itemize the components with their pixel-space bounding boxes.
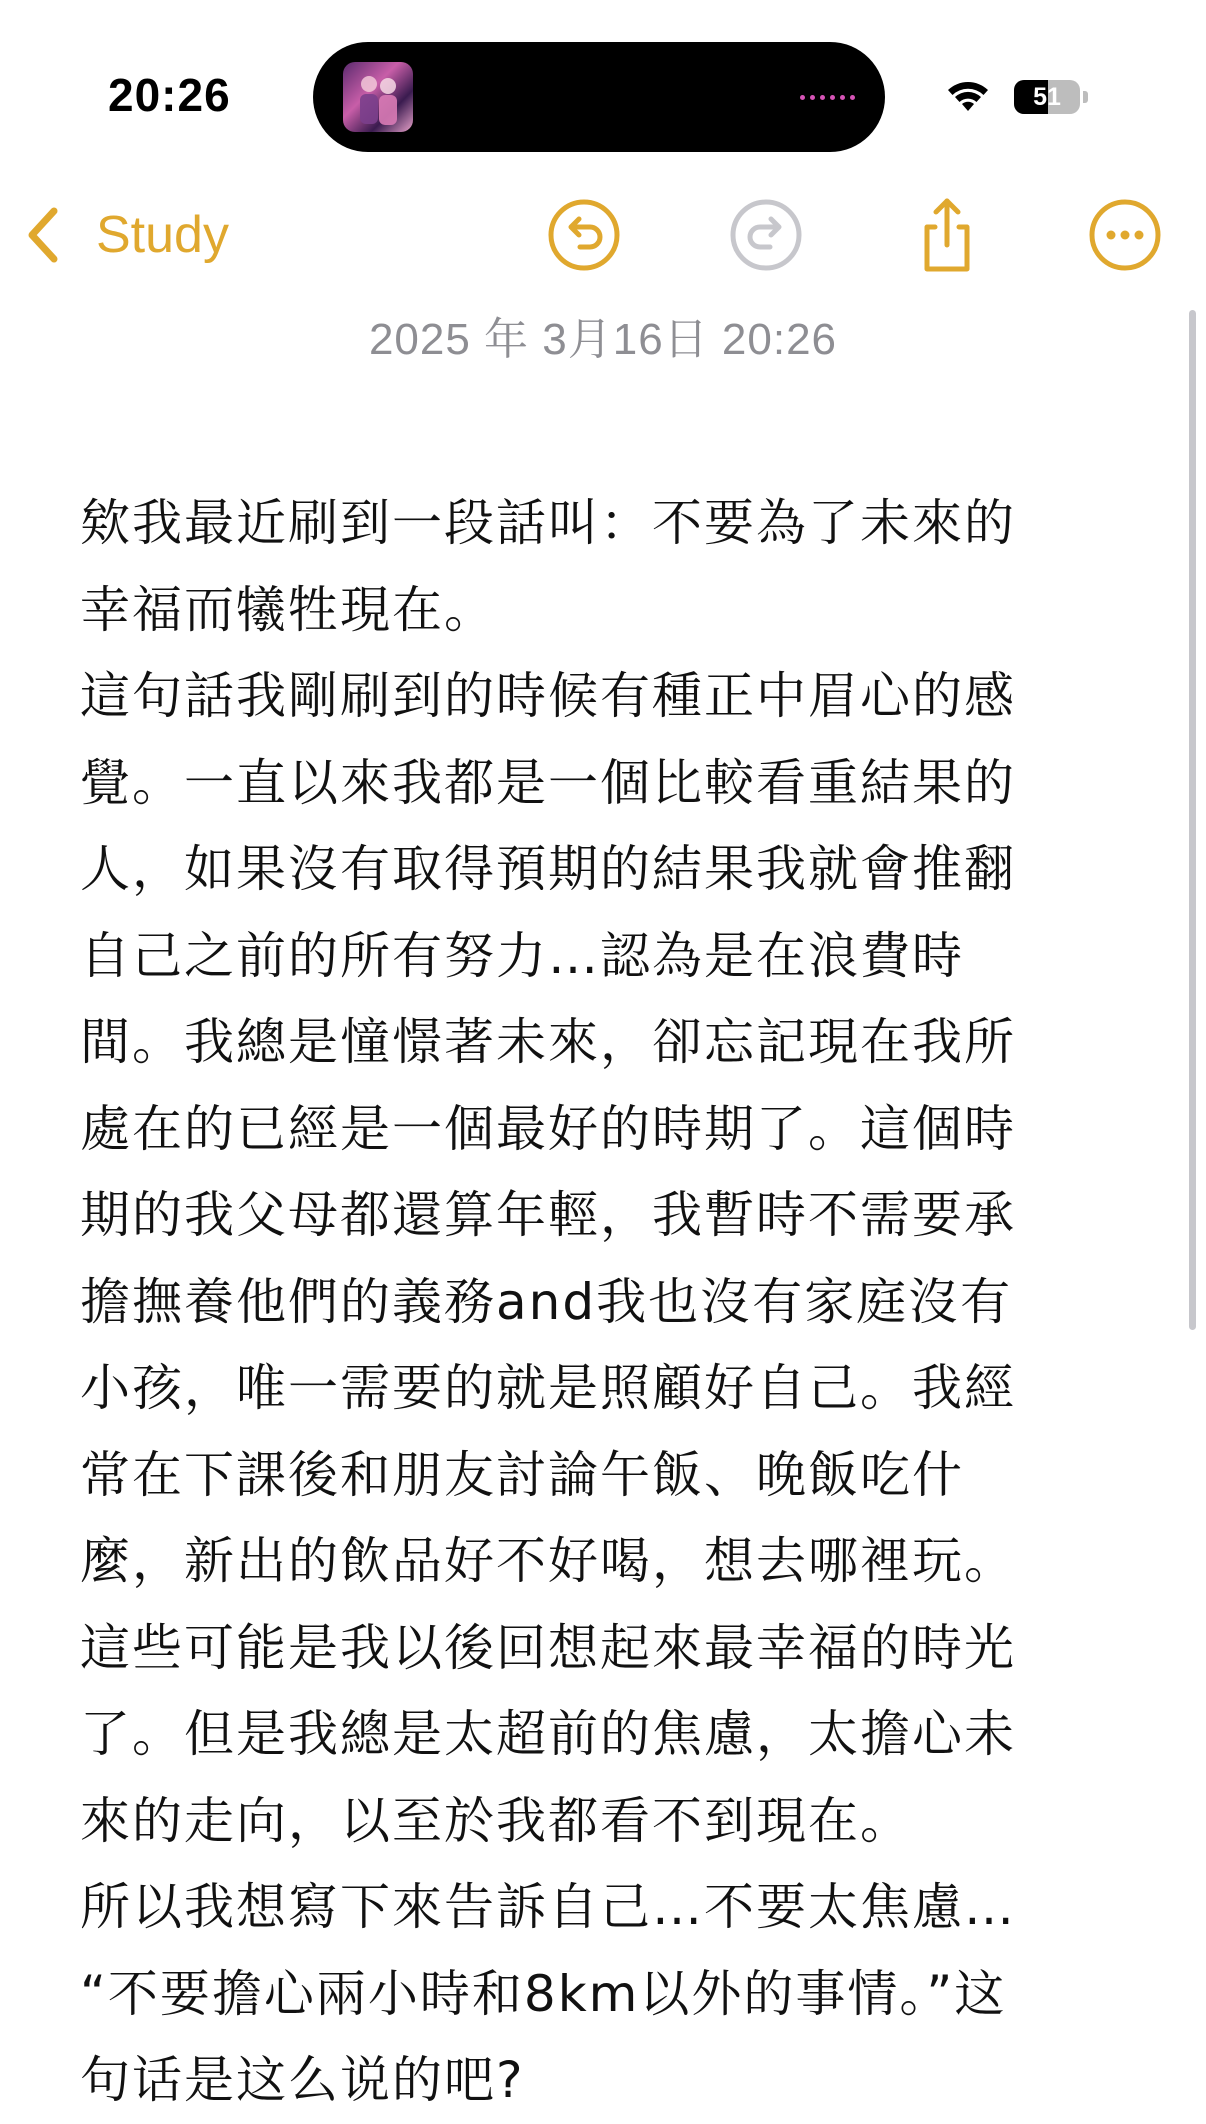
battery-level: 51 bbox=[1033, 83, 1061, 111]
redo-icon bbox=[728, 197, 804, 273]
share-icon bbox=[909, 197, 985, 273]
status-bar bbox=[0, 0, 1206, 170]
back-label: Study bbox=[96, 206, 229, 264]
note-line: 處在的已經是一個最好的時期了。這個時 bbox=[80, 1099, 1016, 1158]
note-line: 擔撫養他們的義務and我也沒有家庭沒有 bbox=[80, 1272, 1013, 1331]
note-line: 覺。一直以來我都是一個比較看重結果的 bbox=[80, 753, 1016, 812]
note-line: “不要擔心兩小時和8km以外的事情。”这 bbox=[80, 1964, 1007, 2023]
note-line: 自己之前的所有努力…認為是在浪費時 bbox=[80, 926, 964, 985]
wifi-icon bbox=[945, 78, 991, 114]
note-line: 了。但是我總是太超前的焦慮，太擔心未 bbox=[80, 1705, 1016, 1763]
now-playing-artwork[interactable] bbox=[343, 62, 413, 132]
note-line: 這些可能是我以後回想起來最幸福的時光 bbox=[80, 1618, 1016, 1677]
undo-button[interactable] bbox=[546, 197, 622, 273]
audio-waveform-icon bbox=[800, 84, 855, 110]
battery-cap bbox=[1083, 91, 1088, 103]
note-line: 幸福而犧牲現在。 bbox=[80, 580, 496, 639]
note-line: 常在下課後和朋友討論午飯、晚飯吃什 bbox=[80, 1445, 964, 1504]
note-date: 2025 年 3月16日 20:26 bbox=[368, 315, 838, 364]
note-line: 麼，新出的飲品好不好喝，想去哪裡玩。 bbox=[80, 1532, 1016, 1590]
redo-button[interactable] bbox=[728, 197, 804, 273]
battery-icon bbox=[1014, 80, 1080, 114]
note-line: 人，如果沒有取得預期的結果我就會推翻 bbox=[80, 840, 1016, 898]
note-body[interactable] bbox=[80, 480, 1120, 2124]
back-button[interactable] bbox=[24, 195, 229, 275]
note-line: 句话是这么说的吧? bbox=[80, 2051, 525, 2109]
note-line: 欸我最近刷到一段話叫：不要為了未來的 bbox=[80, 494, 1016, 552]
undo-icon bbox=[546, 197, 622, 273]
note-line: 期的我父母都還算年輕，我暫時不需要承 bbox=[80, 1186, 1016, 1244]
note-line: 小孩，唯一需要的就是照顧好自己。我經 bbox=[80, 1359, 1016, 1417]
status-time: 20:26 bbox=[108, 69, 231, 121]
share-button[interactable] bbox=[909, 197, 985, 273]
dynamic-island[interactable] bbox=[313, 42, 885, 152]
scrollbar[interactable] bbox=[1189, 310, 1196, 1330]
note-line: 所以我想寫下來告訴自己…不要太焦慮… bbox=[80, 1878, 1016, 1936]
more-button[interactable] bbox=[1087, 197, 1163, 273]
note-line: 這句話我剛刷到的時候有種正中眉心的感 bbox=[80, 667, 1016, 725]
note-line: 來的走向，以至於我都看不到現在。 bbox=[80, 1791, 912, 1850]
note-line: 間。我總是憧憬著未來，卻忘記現在我所 bbox=[80, 1013, 1016, 1071]
chevron-left-icon bbox=[24, 205, 64, 265]
more-icon bbox=[1087, 197, 1163, 273]
